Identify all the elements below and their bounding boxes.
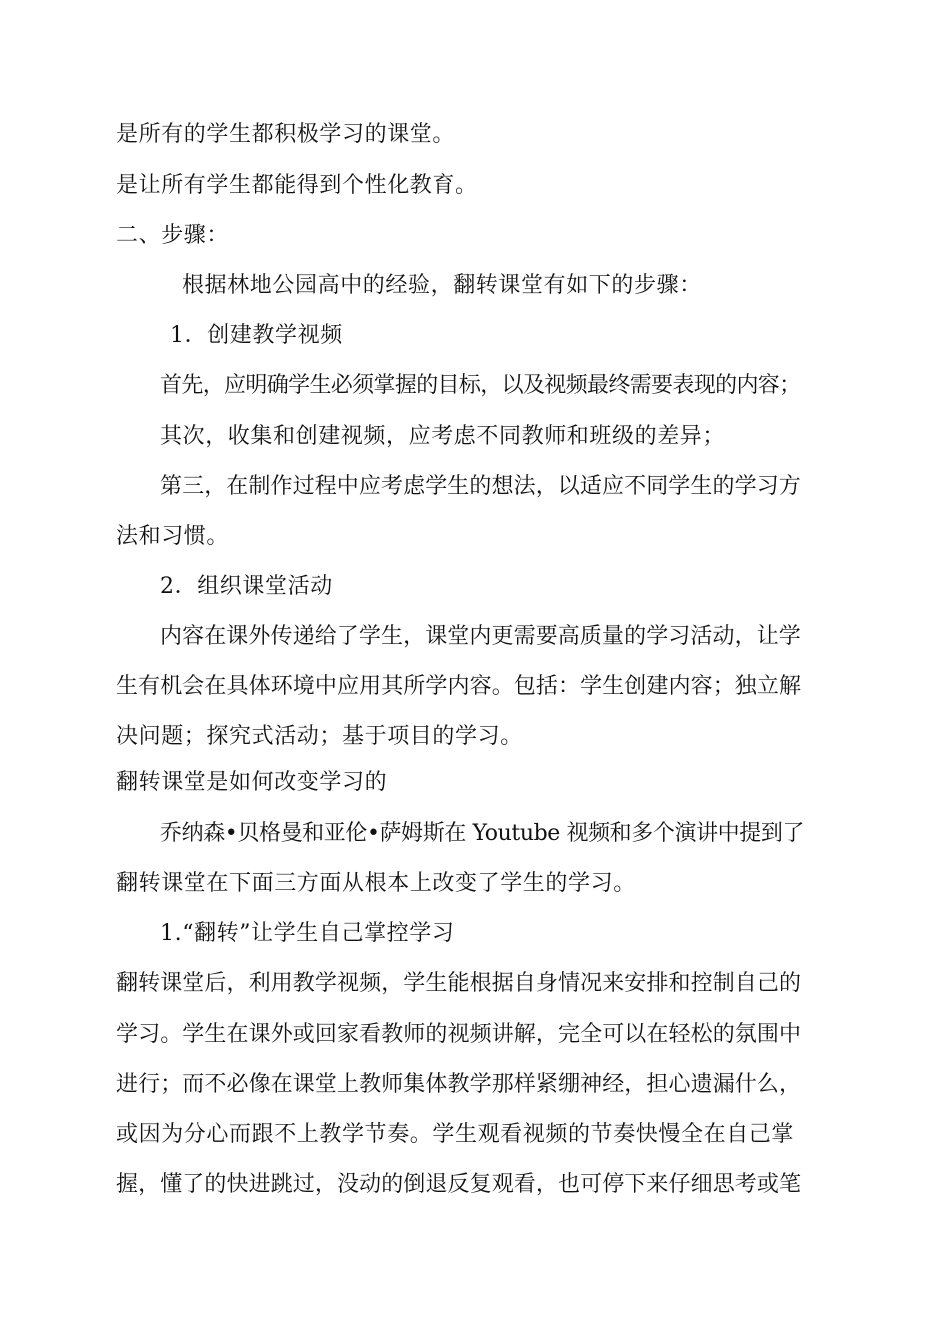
paragraph-line: 或因为分心而跟不上教学节奏。学生观看视频的节奏快慢全在自己掌 (116, 1122, 795, 1147)
paragraph-line: 乔纳森•贝格曼和亚伦•萨姆斯在 Youtube 视频和多个演讲中提到了 (160, 821, 805, 846)
paragraph-line: 第三，在制作过程中应考虑学生的想法，以适应不同学生的学习方 (160, 474, 801, 499)
paragraph-line: 握，懂了的快进跳过，没动的倒退反复观看，也可停下来仔细思考或笔 (116, 1172, 802, 1197)
paragraph-line: 决问题；探究式活动；基于项目的学习。 (116, 724, 523, 749)
paragraph-line: 是让所有学生都能得到个性化教育。 (116, 173, 478, 198)
paragraph-line: 进行；而不必像在课堂上教师集体教学那样紧绷神经，担心遗漏什么， (116, 1072, 802, 1097)
paragraph-line: 根据林地公园高中的经验，翻转课堂有如下的步骤： (182, 273, 702, 298)
paragraph-line: 生有机会在具体环境中应用其所学内容。包括：学生创建内容；独立解 (116, 674, 802, 699)
paragraph-line: 翻转课堂后，利用教学视频，学生能根据自身情况来安排和控制自己的 (116, 971, 802, 996)
paragraph-line: 内容在课外传递给了学生，课堂内更需要高质量的学习活动，让学 (160, 624, 801, 649)
subsection-heading: 1.“翻转”让学生自己掌控学习 (160, 921, 455, 946)
subsection-heading: 1．创建教学视频 (170, 323, 343, 348)
section-heading: 二、步骤： (116, 223, 230, 248)
subsection-heading: 2．组织课堂活动 (160, 574, 333, 599)
section-heading: 翻转课堂是如何改变学习的 (116, 770, 388, 795)
paragraph-line: 首先，应明确学生必须掌握的目标，以及视频最终需要表现的内容； (160, 373, 801, 398)
paragraph-line: 法和习惯。 (116, 524, 230, 549)
paragraph-line: 学习。学生在课外或回家看教师的视频讲解，完全可以在轻松的氛围中 (116, 1022, 802, 1047)
paragraph-line: 其次，收集和创建视频，应考虑不同教师和班级的差异； (160, 424, 726, 449)
paragraph-line: 翻转课堂在下面三方面从根本上改变了学生的学习。 (116, 871, 636, 896)
paragraph-line: 是所有的学生都积极学习的课堂。 (116, 122, 456, 147)
